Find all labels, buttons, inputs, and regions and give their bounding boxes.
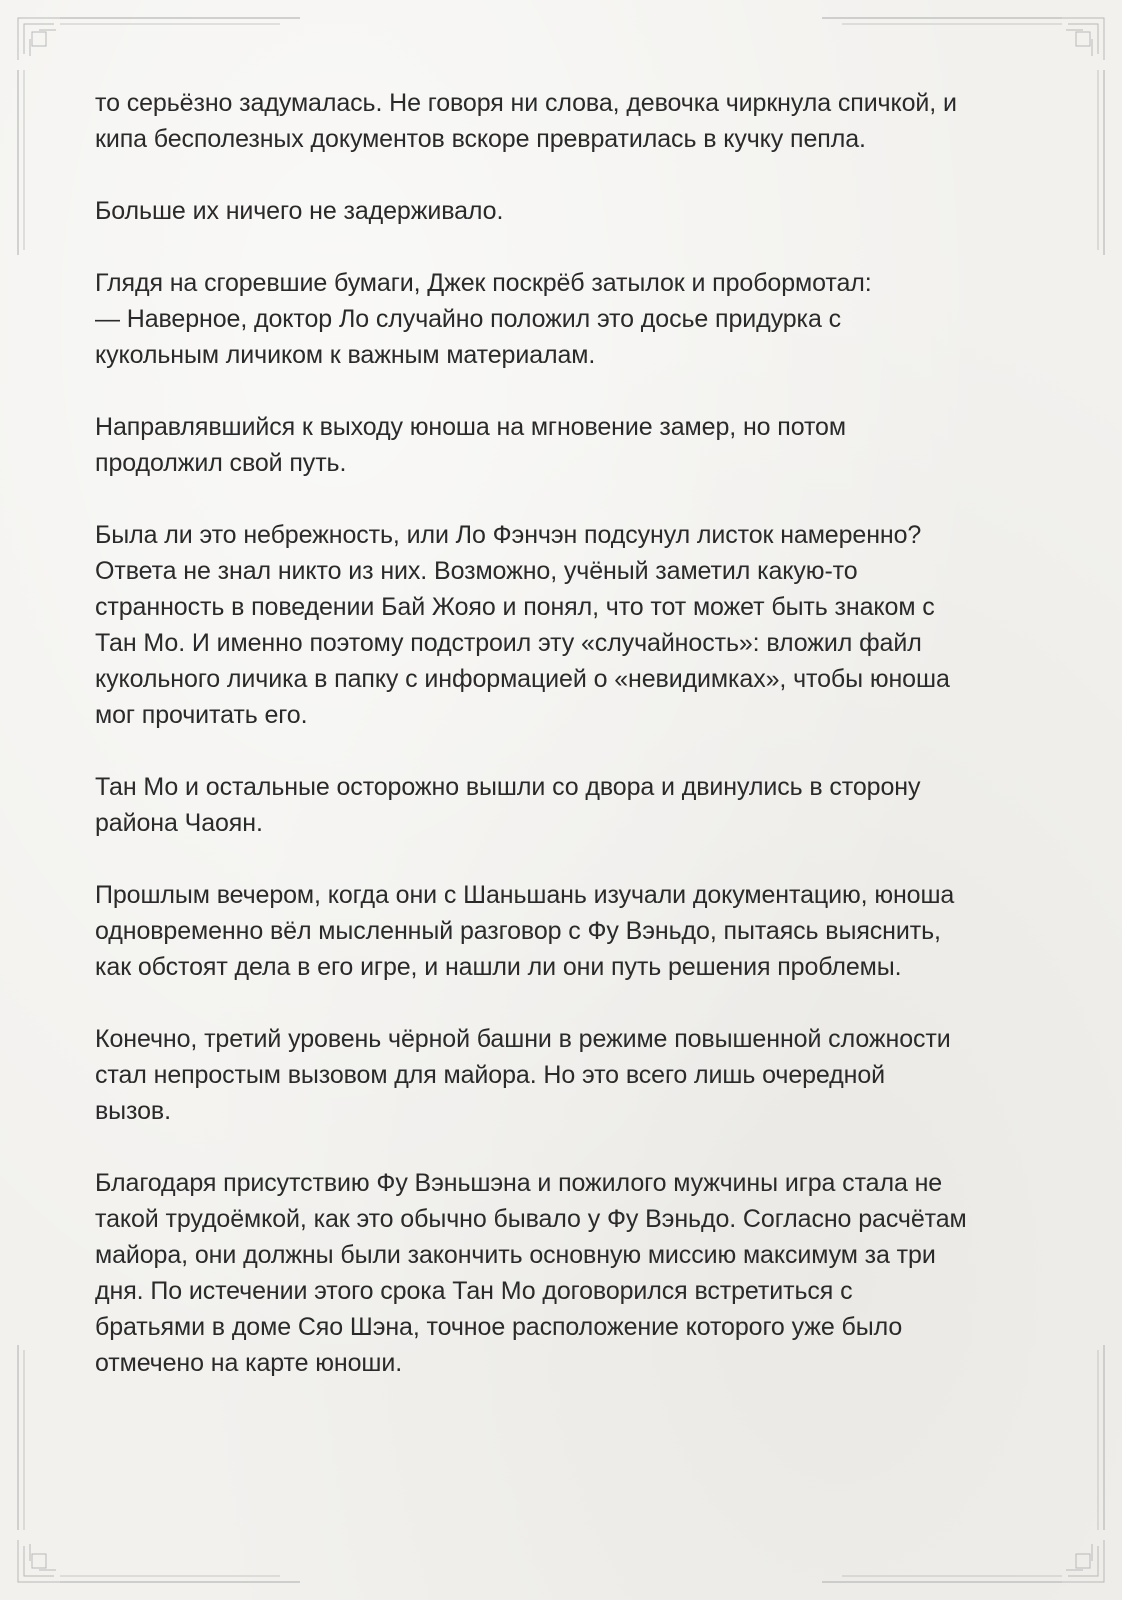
paragraph-7: [95, 877, 1035, 985]
text-line: как обстоят дела в его игре, и нашли ли они путь решения проблемы.: [95, 953, 902, 981]
text-line: Прошлым вечером, когда они с Шаньшань изучали документацию, юноша: [95, 881, 955, 909]
paragraph-8: [95, 1021, 1035, 1129]
text-line: то серьёзно задумалась. Не говоря ни слова, девочка чиркнула спичкой, и: [95, 89, 957, 117]
text-line: — Наверное, доктор Ло случайно положил это досье придурка с: [95, 305, 841, 333]
paragraph-9: [95, 1165, 1035, 1381]
text-line: Тан Мо и остальные осторожно вышли со двора и двинулись в сторону: [95, 773, 921, 801]
text-line: Была ли это небрежность, или Ло Фэнчэн подсунул листок намеренно?: [95, 521, 922, 549]
text-line: продолжил свой путь.: [95, 449, 347, 477]
text-line: стал непростым вызовом для майора. Но это всего лишь очередной: [95, 1061, 886, 1089]
text-line: мог прочитать его.: [95, 701, 308, 729]
document-body: [95, 85, 1035, 1417]
text-line: Тан Мо. И именно поэтому подстроил эту «случайность»: вложил файл: [95, 629, 922, 657]
text-line: вызов.: [95, 1097, 171, 1125]
paragraph-1: [95, 85, 1035, 157]
text-line: Ответа не знал никто из них. Возможно, учёный заметил какую-то: [95, 557, 858, 585]
text-line: Конечно, третий уровень чёрной башни в режиме повышенной сложности: [95, 1025, 951, 1053]
text-line: Больше их ничего не задерживало.: [95, 197, 504, 225]
paragraph-6: [95, 769, 1035, 841]
text-line: братьями в доме Сяо Шэна, точное расположение которого уже было: [95, 1313, 903, 1341]
text-line: кукольным личиком к важным материалам.: [95, 341, 596, 369]
text-line: странность в поведении Бай Жояо и понял, что тот может быть знаком с: [95, 593, 935, 621]
paragraph-5: [95, 517, 1035, 733]
text-line: Благодаря присутствию Фу Вэньшэна и пожилого мужчины игра стала не: [95, 1169, 943, 1197]
text-line: Направлявшийся к выходу юноша на мгновение замер, но потом: [95, 413, 846, 441]
text-line: Глядя на сгоревшие бумаги, Джек поскрёб затылок и пробормотал:: [95, 269, 872, 297]
text-line: отмечено на карте юноши.: [95, 1349, 403, 1377]
paragraph-4: [95, 409, 1035, 481]
text-line: дня. По истечении этого срока Тан Мо договорился встретиться с: [95, 1277, 853, 1305]
text-line: кукольного личика в папку с информацией о «невидимках», чтобы юноша: [95, 665, 950, 693]
paragraph-3: [95, 265, 1035, 373]
text-line: кипа бесполезных документов вскоре превратилась в кучку пепла.: [95, 125, 866, 153]
text-line: такой трудоёмкой, как это обычно бывало у Фу Вэньдо. Согласно расчётам: [95, 1205, 967, 1233]
text-line: майора, они должны были закончить основную миссию максимум за три: [95, 1241, 936, 1269]
paragraph-2: [95, 193, 1035, 229]
text-line: одновременно вёл мысленный разговор с Фу Вэньдо, пытаясь выяснить,: [95, 917, 941, 945]
text-line: района Чаоян.: [95, 809, 263, 837]
